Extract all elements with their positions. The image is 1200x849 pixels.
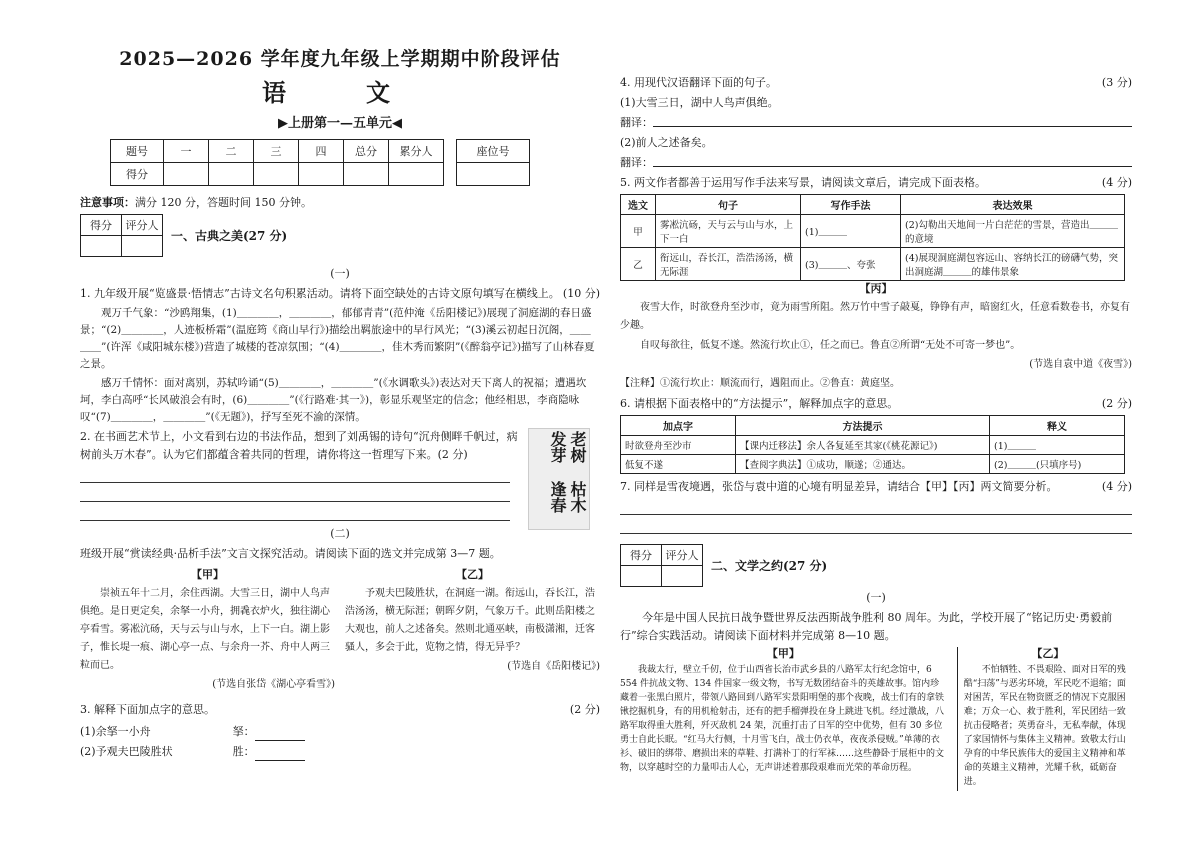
passage-yi-label: 【乙】 [456, 568, 489, 581]
passage-jia-label: 【甲】 [191, 568, 224, 581]
passage-bing [620, 281, 1132, 393]
q5-points: (4 分) [1101, 176, 1132, 189]
section1-title: 一、古典之美(27 分) [171, 229, 288, 243]
score-area [110, 139, 600, 186]
grader-label: 评分人 [122, 215, 163, 236]
seat-input[interactable] [457, 163, 530, 186]
unit-scope: ▶上册第一—五单元◀ [278, 116, 402, 131]
q5-cell[interactable]: (3)＿＿＿、夸张 [801, 248, 901, 281]
grader-score-label: 得分 [621, 545, 662, 566]
passage-jia-source: (节选自张岱《湖心亭看雪》) [212, 679, 335, 690]
q5-cell: 衔远山，吞长江，浩浩汤汤，横无际涯 [656, 248, 801, 281]
q5-cell: 雾凇沆砀，天与云与山与水，上下一白 [656, 215, 801, 248]
material-yi-label: 【乙】 [1031, 647, 1065, 660]
q4-stem: 4. 用现代汉语翻译下面的句子。 (3 分) [620, 74, 1132, 92]
q6-table [620, 415, 1125, 474]
answer-line[interactable] [620, 519, 1132, 534]
grader-input[interactable] [662, 566, 703, 587]
q5-header: 写作手法 [801, 195, 901, 215]
answer-line[interactable] [620, 500, 1132, 515]
right-column [620, 72, 1132, 791]
section2-intro: 今年是中国人民抗日战争暨世界反法西斯战争胜利 80 周年。为此，学校开展了“铭记历史·勇毅前行”综合实践活动。请阅读下面材料并完成第 8—10 题。 [620, 611, 1113, 642]
score-table [110, 139, 444, 186]
section1-header [80, 214, 600, 257]
grader-score-label: 得分 [81, 215, 122, 236]
grader-table [80, 214, 163, 257]
q7-points: (4 分) [1101, 480, 1132, 493]
q5-header: 句子 [656, 195, 801, 215]
q6-cell: 【查阅字典法】①成功，顺遂；②通达。 [736, 455, 990, 474]
calligraphy-line-1: 老树发芽 [548, 431, 587, 463]
q6-cell[interactable]: (1)＿＿＿ [990, 436, 1125, 455]
q5-header: 选文 [621, 195, 656, 215]
subject-title: 语 文 [262, 78, 418, 107]
calligraphy-line-2: 枯木逢春 [548, 481, 587, 513]
passage-bing-text: 夜雪大作，时欲登舟至沙市，竟为雨雪所阻。然万竹中雪子敲戛，铮铮有声，暗窗红火，任意看数卷书，亦复有少趣。 [620, 302, 1130, 331]
q4-sentence-1: (1)大雪三日，湖中人鸟声俱绝。 [620, 96, 779, 109]
material-yi-text: 不怕牺牲、不畏艰险、面对日军的残酷“扫荡”与恶劣环境，军民吃不退缩；面对困苦，军民在物资匮乏的情况下克服困难；万众一心、救于胜利，军民团结一致抗击侵略者；英勇奋斗，无私奉献，体现了家国情怀与集体主义精神。致敬太行山孕育的中华民族伟大的爱国主义精神和革命的英雄主义精神，光耀千秋，砥砺奋进。 [963, 665, 1126, 787]
q1-paragraph-1: 观万千气象：“沙鸥翔集，(1)＿＿＿＿，＿＿＿＿，郁郁青青”(范仲淹《岳阳楼记》)展现了洞庭湖的春日盛景；“(2)＿＿＿＿，人迹板桥霜”(温庭筠《商山早行》)描绘出羁旅途中的早行风光；“(3)溪云初起日沉阁，＿＿＿＿”(许浑《咸阳城东楼》)营造了城楼的苍凉氛围；“(4)＿＿＿＿，佳木秀而繁阴”(《醉翁亭记》)描写了山林春夏之景。 [80, 307, 595, 370]
material-yi [957, 647, 1132, 791]
seat-table [456, 139, 530, 186]
passage-jia [80, 567, 335, 693]
score-cell: 三 [254, 140, 299, 163]
section2-part-label: (一) [866, 591, 886, 604]
score-row-label: 得分 [111, 163, 164, 186]
q5-table [620, 194, 1125, 281]
q1-points: (10 分) [562, 287, 600, 300]
grader-input[interactable] [122, 236, 163, 257]
material-jia [620, 647, 947, 791]
q6-points: (2 分) [1101, 397, 1132, 410]
activity-intro: 班级开展“赏读经典·品析手法”文言文探究活动。请阅读下面的选文并完成第 3—7 题。 [80, 547, 501, 560]
q1-paragraph-2: 感万千情怀：面对离别，苏轼吟诵“(5)＿＿＿＿，＿＿＿＿”(《水调歌头》)表达对天下离人的祝福；遭遇坎坷，李白高呼“长风破浪会有时，(6)＿＿＿＿”(《行路难·其一》)，彰显乐观坚定的信念；他经相思，李商隐咏叹“(7)＿＿＿＿，＿＿＿＿”(《无题》)，抒写至死不渝的深情。 [80, 377, 587, 423]
q6-stem: 6. 请根据下面表格中的“方法提示”，解释加点字的意思。 (2 分) [620, 395, 1132, 413]
q5-cell[interactable]: (1)＿＿＿ [801, 215, 901, 248]
answer-line[interactable] [80, 468, 510, 483]
score-cell: 一 [164, 140, 209, 163]
q5-cell[interactable]: (4)展现洞庭湖包容远山、容纳长江的磅礴气势，突出洞庭湖＿＿＿的雄伟景象 [901, 248, 1125, 281]
q4-blank-2[interactable] [653, 154, 1132, 167]
passage-bing-note: 【注释】①流行坎止：顺流而行，遇阻而止。②鲁直：黄庭坚。 [620, 378, 900, 389]
score-cell: 四 [299, 140, 344, 163]
q6-cell: 时欲登舟至沙市 [621, 436, 736, 455]
q2-answer-lines [80, 468, 510, 521]
passage-yi-text: 予观夫巴陵胜状，在洞庭一湖。衔远山，吞长江，浩浩汤汤，横无际涯；朝晖夕阴，气象万千。此则岳阳楼之大观也，前人之述备矣。然则北通巫峡，南极潇湘，迁客骚人，多会于此，览物之情，得无异乎？ [345, 588, 595, 653]
q5-stem: 5. 两文作者都善于运用写作手法来写景，请阅读文章后，请完成下面表格。 (4 分) [620, 174, 1132, 192]
passages [80, 567, 600, 693]
part-one-label: (一) [330, 267, 350, 280]
grader-score-input[interactable] [621, 566, 662, 587]
q4-blank-1[interactable] [653, 114, 1132, 127]
q6-header: 方法提示 [736, 416, 990, 436]
q6-cell[interactable]: (2)＿＿＿(只填序号) [990, 455, 1125, 474]
q3-blank-2[interactable] [255, 748, 305, 761]
q2-block [80, 428, 600, 521]
answer-line[interactable] [80, 487, 510, 502]
q2-points: (2 分) [437, 448, 468, 461]
score-input[interactable] [209, 163, 254, 186]
notice-label: 注意事项： [80, 196, 135, 209]
section2-header [620, 544, 1132, 587]
answer-line[interactable] [80, 506, 510, 521]
passage-jia-text: 崇祯五年十二月，余住西湖。大雪三日，湖中人鸟声俱绝。是日更定矣，余拏一小舟，拥毳衣炉火，独往湖心亭看雪。雾凇沆砀，天与云与山与水，上下一白。湖上影子，惟长堤一痕、湖心亭一点、与余舟一芥、舟中人两三粒而已。 [80, 588, 330, 671]
material-jia-label: 【甲】 [766, 647, 800, 660]
q6-header: 释义 [990, 416, 1125, 436]
q3-item-2: (2)予观夫巴陵胜状 [80, 745, 173, 758]
q4-translate-2: 翻译： [620, 154, 1132, 172]
q3-items [80, 721, 600, 763]
q4-points: (3 分) [1101, 76, 1132, 89]
q4-sentence-2: (2)前人之述备矣。 [620, 136, 713, 149]
q5-cell[interactable]: (2)勾勒出天地间一片白茫茫的雪景，营造出＿＿＿的意境 [901, 215, 1125, 248]
passage-yi [345, 567, 600, 693]
section2-materials [620, 647, 1132, 791]
section2-title: 二、文学之约(27 分) [711, 559, 828, 573]
q3-points: (2 分) [569, 703, 600, 716]
passage-yi-source: (节选自《岳阳楼记》) [507, 661, 600, 672]
score-cell: 总分 [344, 140, 389, 163]
q6-cell: 低复不遂 [621, 455, 736, 474]
q5-cell: 乙 [621, 248, 656, 281]
score-input[interactable] [389, 163, 444, 186]
notice [80, 194, 600, 210]
calligraphy-image [528, 428, 590, 530]
q6-cell: 【课内迁移法】余人各复延至其家(《桃花源记》) [736, 436, 990, 455]
left-column [80, 40, 600, 763]
q3-answer-2: 胜： [233, 743, 305, 761]
score-input[interactable] [254, 163, 299, 186]
grader-label: 评分人 [662, 545, 703, 566]
grader-table-2 [620, 544, 703, 587]
score-cell: 累分人 [389, 140, 444, 163]
score-input[interactable] [164, 163, 209, 186]
q2-stem: 2. 在书画艺术节上，小文看到右边的书法作品，想到了刘禹锡的诗句“沉舟侧畔千帆过，病树前头万木春”。认为它们都蕴含着共同的哲理，请你将这一哲理写下来。(2 分) [80, 430, 518, 461]
exam-title: 2025—2026 学年度九年级上学期期中阶段评估 [119, 48, 561, 70]
q3-item-1: (1)余拏一小舟 [80, 725, 151, 738]
q7-stem: 7. 同样是雪夜境遇，张岱与袁中道的心境有明显差异，请结合【甲】【丙】两文简要分析。 (4 分) [620, 478, 1132, 496]
score-cell: 题号 [111, 140, 164, 163]
part-two-label: (二) [330, 527, 350, 540]
score-input[interactable] [299, 163, 344, 186]
q3-stem: 3. 解释下面加点字的意思。 (2 分) [80, 701, 600, 719]
q3-blank-1[interactable] [255, 728, 305, 741]
q1-stem: 1. 九年级开展“览盛景·悟情志”古诗文名句积累活动。请将下面空缺处的古诗文原句填写在横线上。 (10 分) [80, 285, 600, 303]
passage-bing-text-2: 自叹每欲往，低复不遂。然流行坎止①，任之而已。鲁直②所谓“无处不可寄一梦也”。 [640, 340, 1021, 351]
passage-bing-label: 【丙】 [859, 282, 893, 295]
score-input[interactable] [344, 163, 389, 186]
q3-answer-1: 拏： [233, 723, 305, 741]
q5-header: 表达效果 [901, 195, 1125, 215]
passage-bing-source: (节选自袁中道《夜雪》) [1029, 359, 1132, 370]
notice-text: 满分 120 分，答题时间 150 分钟。 [135, 196, 312, 209]
q6-header: 加点字 [621, 416, 736, 436]
material-jia-text: 我裁太行，壁立千仞，位于山西省长治市武乡县的八路军太行纪念馆中，6 554 件抗战文物、134 件国家一级文物，书写无数团结奋斗的英雄故事。馆内珍藏着一张黑白照片，带领八路回到八路军实景阳明堡的那个夜晚，战士们有的拿铁锹挖掘机身，有的用机枪射击，还有的把手榴弹投在身上跳进飞机。经过激战，八路军取得重大胜利，歼灭敌机 24 架，沉重打击了日军的空中优势，但有 30 多位勇士自此长眠。“红马大行侧，十月雪飞白，战士仍衣单，夜夜杀侵贼。”单薄的衣衫、破旧的绑带、磨损出来的草鞋、打满补丁的行军袜……这些静卧于展柜中的文物，以穿越时空的力量叩击人心，无声讲述着那段艰难而光荣的革命历程。 [620, 665, 945, 773]
grader-score-input[interactable] [81, 236, 122, 257]
q4-translate-1: 翻译： [620, 114, 1132, 132]
q5-cell: 甲 [621, 215, 656, 248]
score-cell: 二 [209, 140, 254, 163]
seat-label: 座位号 [457, 140, 530, 163]
